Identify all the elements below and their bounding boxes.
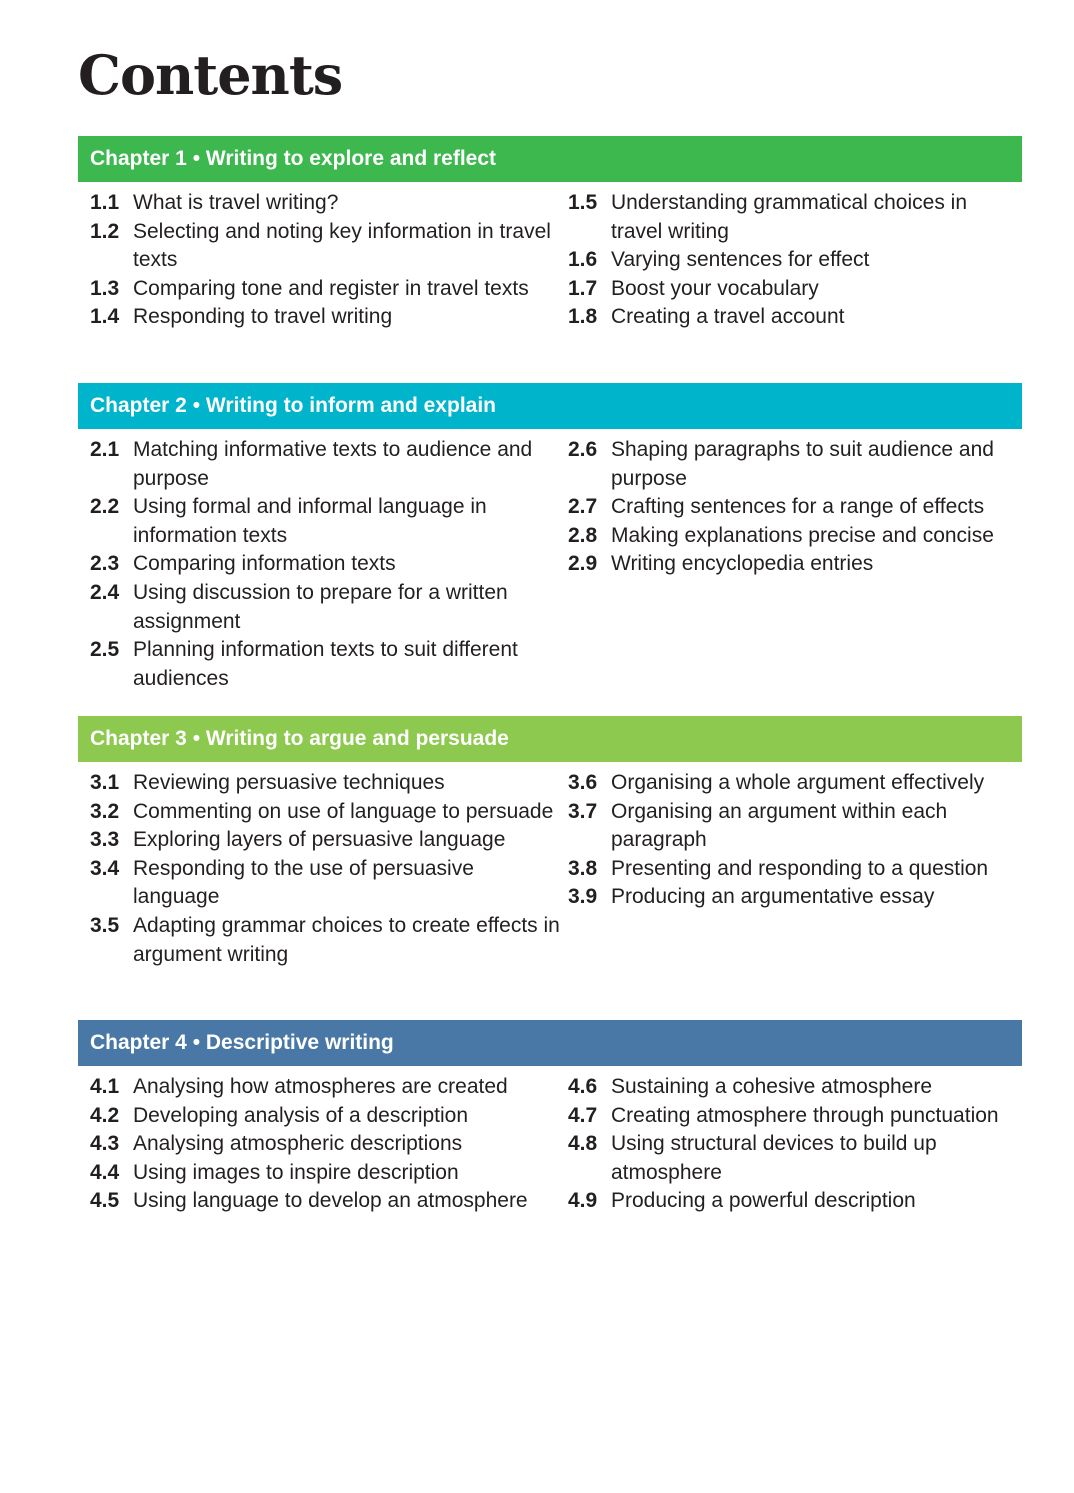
entry-title: Matching informative texts to audience and purpose [133,438,533,490]
entry-number: 4.1 [90,1075,120,1098]
entry-number: 3.2 [90,799,120,823]
entry-column-right [568,769,1022,969]
entry-title: Using images to inspire description [133,1160,459,1184]
toc-entry[interactable] [90,636,568,693]
chapter-header: Chapter 3 • Writing to argue and persuade [78,716,1022,762]
entry-number: 4.3 [90,1132,120,1156]
entry-title: Using structural devices to build up atmosphere [611,1132,937,1184]
entry-title: Creating a travel account [611,305,845,329]
chapter-4 [78,1020,1022,1216]
entry-number: 1.8 [568,305,598,329]
entry-number: 3.5 [90,913,120,937]
entry-number: 3.6 [568,771,598,794]
toc-entry[interactable] [568,883,1022,912]
entry-number: 2.7 [568,495,598,519]
entry-title: Comparing information texts [133,552,396,576]
entry-number: 3.8 [568,856,598,880]
toc-entry[interactable] [568,303,1022,332]
toc-entry[interactable] [90,1159,568,1188]
entry-title: Adapting grammar choices to create effects in argument writing [133,913,560,966]
toc-entry[interactable] [568,246,1022,275]
entry-number: 2.9 [568,552,598,576]
entry-column-left [78,769,568,969]
toc-entry[interactable] [568,769,1022,798]
chapter-2 [78,383,1022,693]
entry-column-right [568,436,1022,693]
entry-number: 2.2 [90,495,120,519]
entry-title: Using discussion to prepare for a written assignment [133,580,508,633]
toc-entry[interactable] [90,436,568,493]
entry-number: 2.1 [90,438,120,461]
entry-column-right [568,1073,1022,1216]
entry-number: 3.3 [90,828,120,852]
toc-entry[interactable] [568,522,1022,551]
entry-number: 3.9 [568,885,598,909]
entry-number: 1.3 [90,276,120,300]
entry-title: Presenting and responding to a question [611,856,989,880]
entry-number: 3.7 [568,799,598,823]
toc-entry[interactable] [90,1187,568,1216]
toc-entry[interactable] [90,1102,568,1131]
toc-entry[interactable] [90,550,568,579]
toc-entry[interactable] [568,436,1022,493]
entry-title: Crafting sentences for a range of effects [611,495,985,519]
entry-number: 1.5 [568,191,598,214]
toc-entry[interactable] [568,550,1022,579]
entry-title: Making explanations precise and concise [611,523,994,547]
entry-title: Comparing tone and register in travel texts [133,276,529,300]
entry-title: Sustaining a cohesive atmosphere [611,1075,933,1098]
entry-number: 4.7 [568,1103,598,1127]
entry-title: Shaping paragraphs to suit audience and purpose [611,438,994,490]
page-title: Contents [78,43,343,107]
entry-title: Developing analysis of a description [133,1103,469,1127]
entry-title: Understanding grammatical choices in travel writing [611,191,968,243]
entry-title: Reviewing persuasive techniques [133,771,445,794]
entry-title: Creating atmosphere through punctuation [611,1103,999,1127]
entry-number: 1.4 [90,305,120,329]
toc-entry[interactable] [90,855,568,912]
entry-number: 4.6 [568,1075,598,1098]
entry-column-left [78,436,568,693]
entry-title: Analysing how atmospheres are created [133,1075,508,1098]
entry-number: 2.4 [90,580,120,604]
toc-entry[interactable] [568,1073,1022,1102]
chapter-header: Chapter 2 • Writing to inform and explain [78,383,1022,429]
entry-title: Organising an argument within each paragraph [611,799,948,852]
entry-title: Responding to travel writing [133,305,393,329]
toc-entry[interactable] [568,189,1022,246]
entry-title: Commenting on use of language to persuade [133,799,554,823]
entry-title: Responding to the use of persuasive language [133,856,474,909]
chapter-header: Chapter 4 • Descriptive writing [78,1020,1022,1066]
entry-number: 4.4 [90,1160,120,1184]
entry-number: 4.2 [90,1103,120,1127]
entry-title: Producing a powerful description [611,1189,916,1213]
entry-title: Exploring layers of persuasive language [133,828,506,852]
entry-number: 4.5 [90,1189,120,1213]
entry-title: What is travel writing? [133,191,339,214]
chapter-header: Chapter 1 • Writing to explore and reflect [78,136,1022,182]
toc-entry[interactable] [90,275,568,304]
entry-number: 1.2 [90,219,120,243]
toc-entry[interactable] [90,1073,568,1102]
entry-number: 4.9 [568,1189,598,1213]
toc-entry[interactable] [90,769,568,798]
toc-entry[interactable] [90,189,568,218]
entry-number: 2.8 [568,523,598,547]
entry-title: Analysing atmospheric descriptions [133,1132,463,1156]
entry-title: Producing an argumentative essay [611,885,935,909]
toc-entry[interactable] [90,1130,568,1159]
chapter-entries [78,762,1022,969]
entry-number: 4.8 [568,1132,598,1156]
toc-entry[interactable] [90,579,568,636]
chapter-entries [78,1066,1022,1216]
entry-title: Using language to develop an atmosphere [133,1189,528,1213]
entry-number: 2.5 [90,638,120,662]
entry-number: 1.7 [568,276,598,300]
entry-title: Planning information texts to suit different audiences [133,638,518,690]
entry-title: Writing encyclopedia entries [611,552,874,576]
toc-entry[interactable] [90,798,568,827]
entry-title: Using formal and informal language in information texts [133,495,487,547]
toc-entry[interactable] [90,218,568,275]
toc-entry[interactable] [90,303,568,332]
chapter-entries [78,429,1022,693]
entry-title: Boost your vocabulary [611,276,819,300]
chapter-entries [78,182,1022,332]
chapter-1 [78,136,1022,332]
entry-column-right [568,189,1022,332]
entry-column-left [78,1073,568,1216]
entry-number: 1.6 [568,248,598,272]
toc-entry[interactable] [90,493,568,550]
entry-number: 3.1 [90,771,120,794]
entry-number: 2.3 [90,552,120,576]
entry-title: Selecting and noting key information in travel texts [133,219,551,272]
entry-number: 2.6 [568,438,598,461]
toc-entry[interactable] [90,826,568,855]
toc-entry[interactable] [90,912,568,969]
entry-number: 3.4 [90,856,120,880]
toc-entry[interactable] [568,493,1022,522]
entry-column-left [78,189,568,332]
entry-title: Varying sentences for effect [611,248,870,272]
toc-entry[interactable] [568,1130,1022,1187]
chapter-3 [78,716,1022,969]
entry-title: Organising a whole argument effectively [611,771,985,794]
toc-entry[interactable] [568,1102,1022,1131]
toc-entry[interactable] [568,275,1022,304]
toc-entry[interactable] [568,1187,1022,1216]
entry-number: 1.1 [90,191,120,214]
toc-entry[interactable] [568,855,1022,884]
toc-entry[interactable] [568,798,1022,855]
